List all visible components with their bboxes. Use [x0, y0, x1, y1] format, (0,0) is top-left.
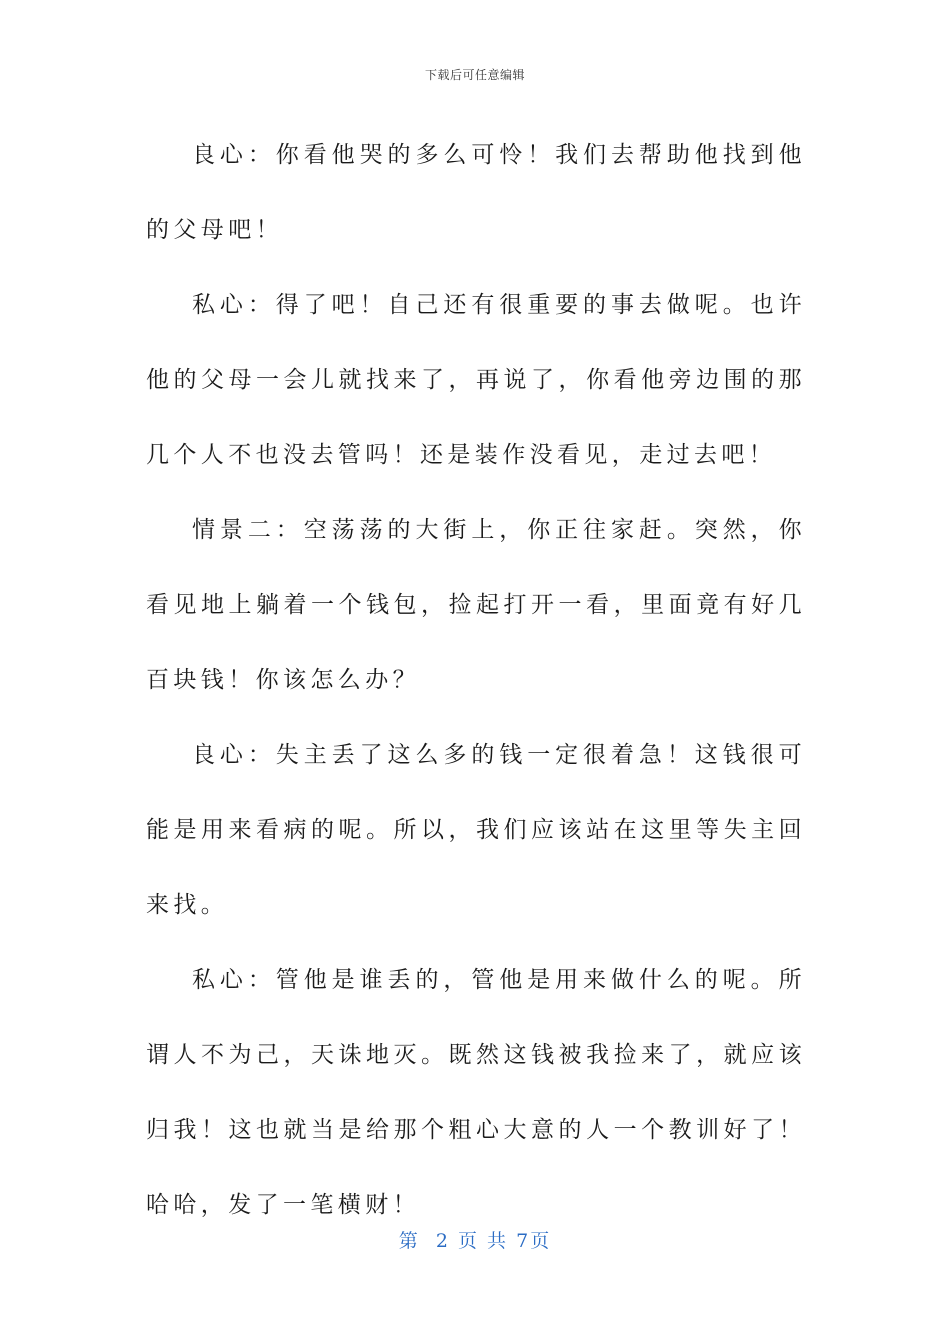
paragraph: 私心：得了吧！自己还有很重要的事去做呢。也许他的父母一会儿就找来了，再说了，你看他旁边围的那几个人不也没去管吗！还是装作没看见，走过去吧！	[146, 292, 806, 468]
paragraph: 良心：失主丢了这么多的钱一定很着急！这钱很可能是用来看病的呢。所以，我们应该站在这里等失主回来找。	[146, 742, 806, 918]
paragraph: 良心：你看他哭的多么可怜！我们去帮助他找到他的父母吧！	[146, 142, 806, 243]
paragraph: 私心：管他是谁丢的，管他是用来做什么的呢。所谓人不为己，天诛地灭。既然这钱被我捡来了，就应该归我！这也就当是给那个粗心大意的人一个教训好了！哈哈，发了一笔横财！	[146, 967, 806, 1218]
paragraph: 情景二：空荡荡的大街上，你正往家赶。突然，你看见地上躺着一个钱包，捡起打开一看，里面竟有好几百块钱！你该怎么办？	[146, 517, 806, 693]
footer-middle: 页 共	[458, 1230, 509, 1252]
footer-prefix: 第	[398, 1230, 420, 1252]
document-body	[146, 118, 806, 1243]
current-page-number: 2	[435, 1230, 450, 1252]
page-number-footer	[0, 1226, 950, 1253]
header-note: 下载后可任意编辑	[424, 68, 525, 82]
footer-suffix: 页	[530, 1230, 552, 1252]
total-pages-number: 7	[516, 1230, 531, 1252]
